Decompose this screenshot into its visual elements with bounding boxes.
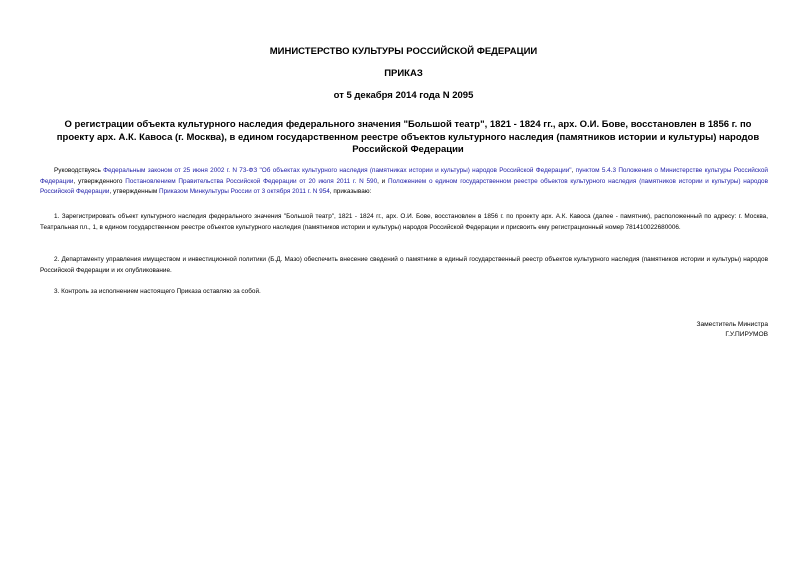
signatory-name: Г.У.ПИРУМОВ [725,331,768,338]
basis-text-1: Руководствуясь [54,167,104,174]
legal-basis-paragraph [40,166,768,198]
document-subject: О регистрации объекта культурного наследия федерального значения "Большой театр", 1821 - 1824 гг., арх. О.И. Бове, восстановлен в 1856 г. по проекту арх. А.К. Кавоса (г. Москва), в едином государственном реестре объектов культурного наследия (памятников истории и культуры) народов Российской Федерации [56,119,760,155]
basis-text-5: , утвержденным [109,188,159,195]
signatory-position: Заместитель Министра [696,321,768,328]
link-federal-law-73fz[interactable]: Федеральным законом от 25 июня 2002 г. N 73-ФЗ "Об объектах культурного наследия (памятниках истории и культуры) народов Российской Федерации" [103,167,572,174]
ministry-title: МИНИСТЕРСТВО КУЛЬТУРЫ РОССИЙСКОЙ ФЕДЕРАЦИИ [269,46,538,57]
link-registry-regulation[interactable]: Положением о едином государственном реестре объектов культурного наследия (памятников истории и культуры) народов Российской Федерации [40,177,769,195]
basis-text-3: , утвержденного [73,177,126,185]
document-date-number: от 5 декабря 2014 года N 2095 [333,90,474,101]
link-government-resolution-590[interactable]: Постановлением Правительства Российской Федерации от 20 июля 2011 г. N 590 [125,177,378,185]
basis-text-4: , и [377,177,389,185]
basis-text-6: , приказываю: [329,188,372,195]
signature-block [696,320,768,340]
order-item-1: 1. Зарегистрировать объект культурного наследия федерального значения "Большой театр", 1821 - 1824 гг., арх. О.И. Бове, восстановлен в 1856 г. по проекту арх. А.К. Кавоса (далее - памятник), расположенный по адресу: г. Москва, Театральная пл., 1, в едином государственном реестре объектов культурного наследия (памятников истории и культуры) народов Российской Федерации и присвоить ему регистрационный номер 781410022680006. [40,213,768,231]
document-type: ПРИКАЗ [384,68,423,79]
basis-text-2: , [571,167,576,174]
order-item-2: 2. Департаменту управления имуществом и инвестиционной политики (Б.Д. Мазо) обеспечить внесение сведений о памятнике в единый государственный реестр объектов культурного наследия (памятников истории и культуры) народов Российской Федерации и их опубликование. [40,256,768,274]
link-order-954[interactable]: Приказом Минкультуры России от 3 октября 2011 г. N 954 [158,188,330,195]
link-regulation-ministry-point[interactable]: пунктом 5.4.3 Положения о Министерстве культуры Российской Федерации [40,167,768,185]
order-item-3: 3. Контроль за исполнением настоящего Приказа оставляю за собой. [54,288,261,295]
